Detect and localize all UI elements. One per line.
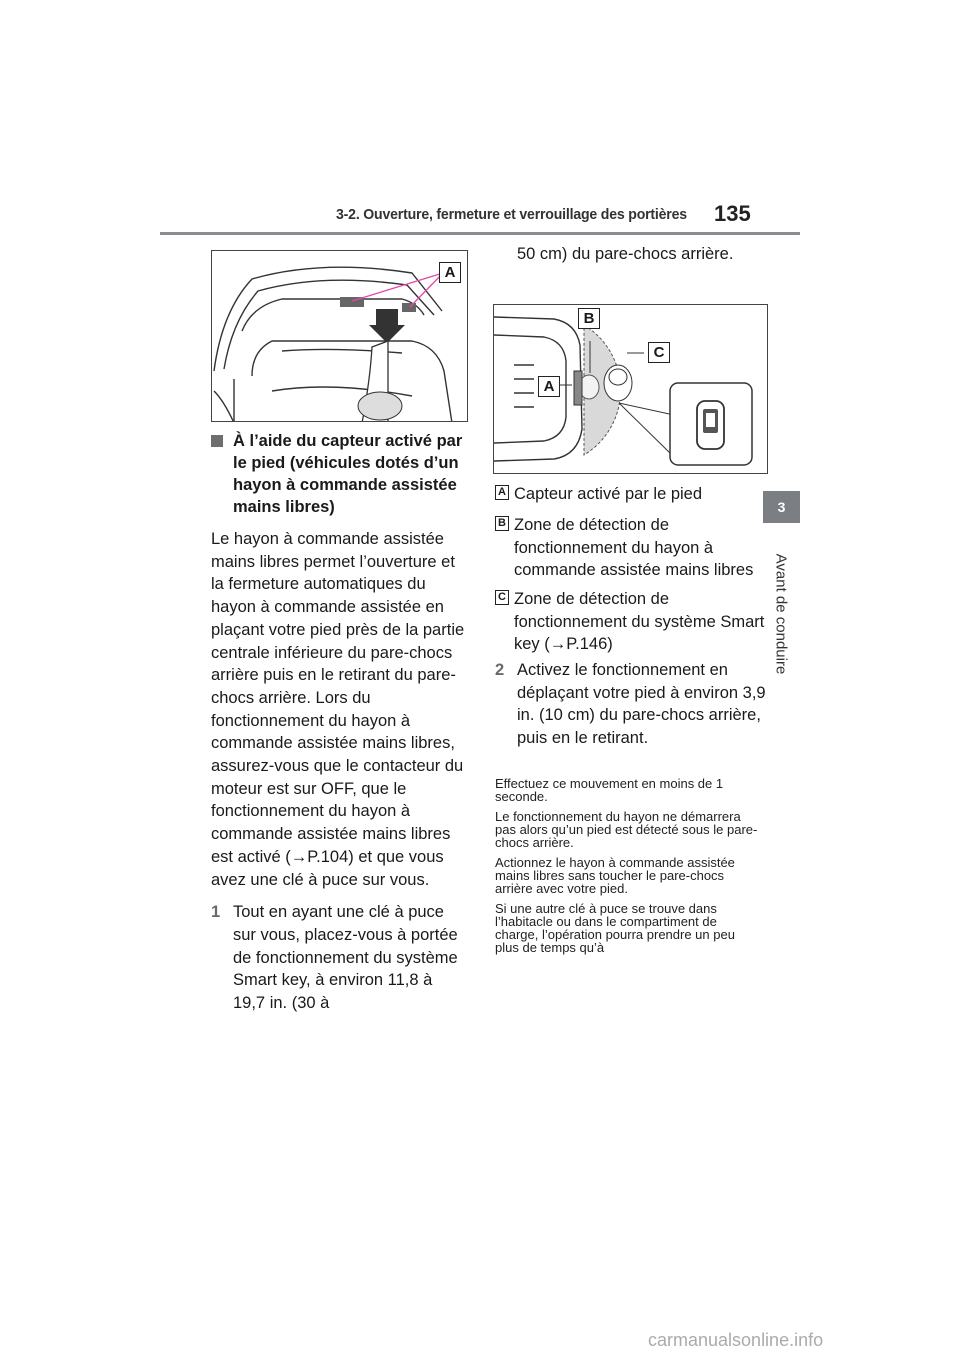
callout-b: B (578, 308, 600, 329)
tailgate-illustration (211, 250, 468, 422)
legend-text-a: Capteur activé par le pied (514, 485, 703, 503)
legend-item-b (495, 514, 770, 582)
callout-a: A (439, 262, 461, 283)
step-2-text: Activez le fonctionnement en déplaçant votre pied à environ 3,9 in. (10 cm) du pare-chocs arrière, puis en le retirant. (517, 661, 766, 748)
note-4: Si une autre clé à puce se trouve dans l’habitacle ou dans le compartiment de charge, l’opération pourra prendre un peu plus de temps qu’à (495, 901, 735, 955)
watermark: carmanualsonline.info (648, 1330, 824, 1350)
note-2: Le fonctionnement du hayon ne démarrera pas alors qu’un pied est détecté sous le pare-chocs arrière. (495, 809, 758, 850)
note-1: Effectuez ce mouvement en moins de 1 seconde. (495, 776, 724, 804)
legend-item-a (495, 483, 770, 506)
callout-a: A (538, 376, 560, 397)
section-title: 3-2. Ouverture, fermeture et verrouillage des portières (336, 206, 687, 223)
legend-key-b: B (495, 516, 509, 531)
callout-c: C (648, 342, 670, 363)
square-bullet-icon (211, 435, 223, 447)
chapter-tab: 3 (763, 491, 800, 523)
legend-text-c: Zone de détection de fonctionnement du système Smart key (→P.146) (514, 590, 765, 654)
header-rule (160, 232, 800, 235)
legend-item-c (495, 588, 770, 656)
step-2-number: 2 (495, 661, 505, 679)
step-1 (211, 901, 466, 1015)
detection-zone-drawing (494, 305, 768, 474)
tailgate-drawing (212, 251, 468, 422)
notes (495, 777, 760, 961)
intro-paragraph: Le hayon à commande assistée mains libres permet l’ouverture et la fermeture automatiques du hayon à commande assistée en plaçant votre pied près de la partie centrale inférieure du pare-chocs arrière puis en le retirant du pare-chocs arrière. Lors du fonctionnement du hayon à commande assistée mains libres, assurez-vous que le contacteur du moteur est sur OFF, que le fonctionnement du hayon à commande assistée mains libres est activé (→P.104) et que vous avez une clé à puce sur vous. (211, 530, 465, 889)
step-1-continuation: 50 cm) du pare-chocs arrière. (517, 245, 734, 263)
subheading (211, 430, 466, 518)
chapter-label: Avant de conduire (772, 553, 790, 675)
note-3: Actionnez le hayon à commande assistée mains libres sans toucher le pare-chocs arrière avec votre pied. (495, 855, 735, 896)
right-column-top (495, 243, 770, 266)
detection-zone-diagram (493, 304, 768, 474)
subheading-text: À l’aide du capteur activé par le pied (véhicules dotés d’un hayon à commande assistée mains libres) (233, 432, 463, 516)
step-1-number: 1 (211, 903, 221, 922)
step-2-row (495, 659, 770, 750)
step-1-text: Tout en ayant une clé à puce sur vous, placez-vous à portée de fonctionnement du système Smart key, à environ 11,8 à 19,7 in. (30 à (233, 903, 458, 1013)
legend-key-c: C (495, 590, 509, 605)
legend-key-a: A (495, 485, 509, 500)
step-2 (495, 659, 770, 750)
page-number: 135 (714, 201, 751, 226)
left-column (211, 430, 466, 1015)
legend-text-b: Zone de détection de fonctionnement du hayon à commande assistée mains libres (514, 516, 754, 580)
